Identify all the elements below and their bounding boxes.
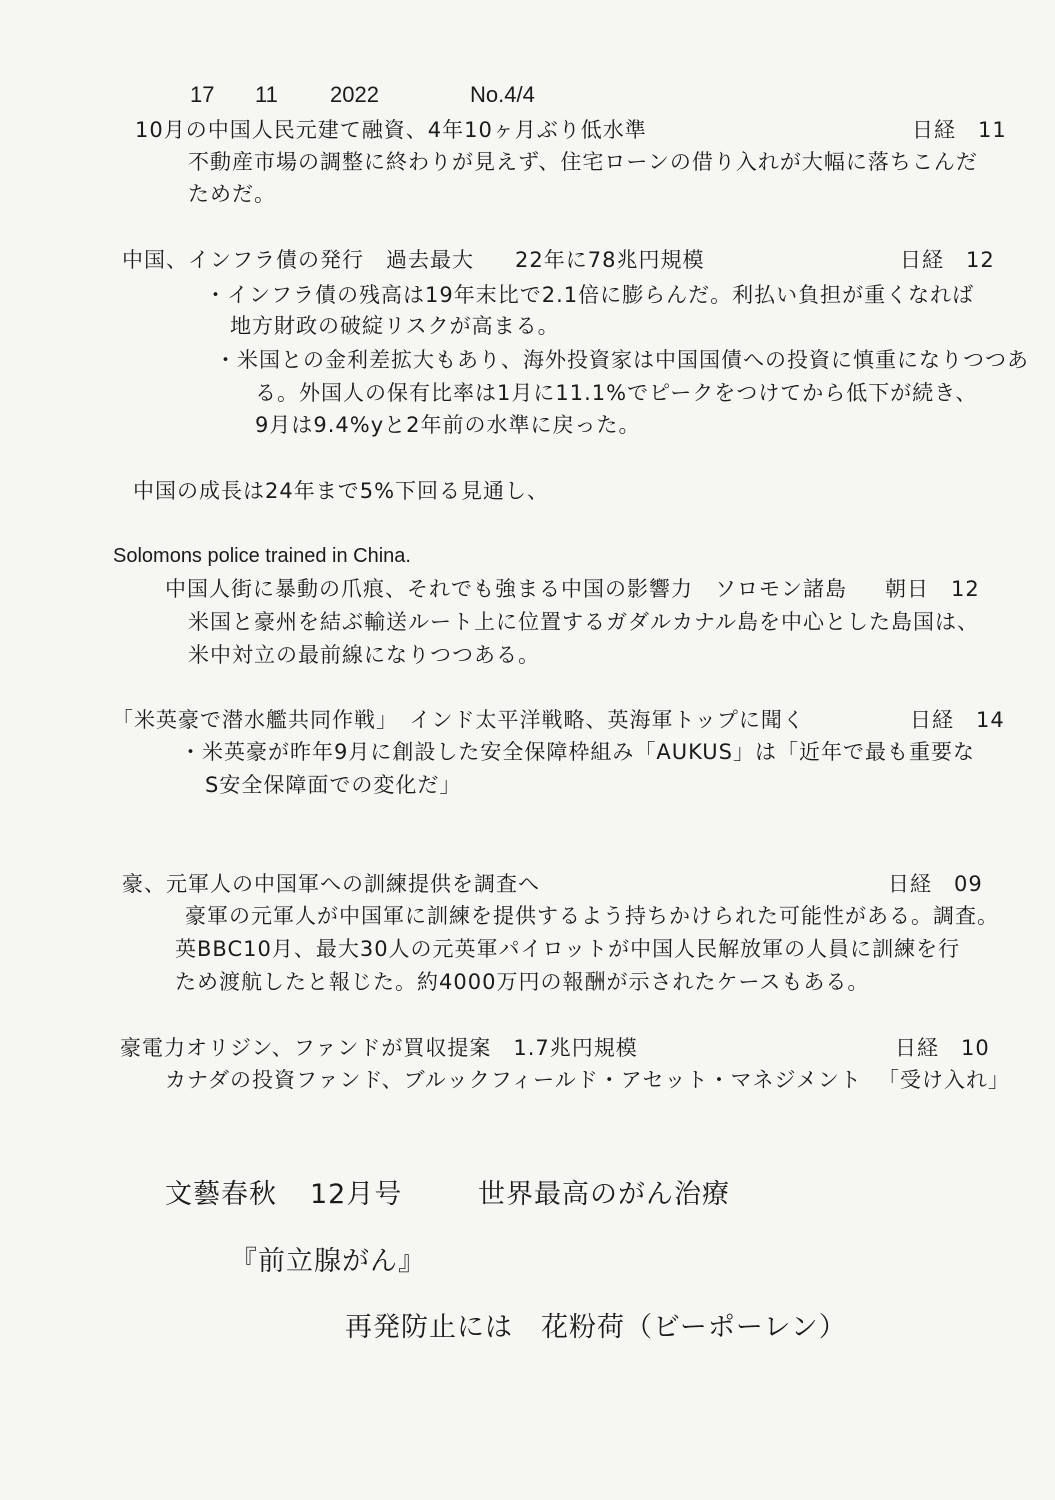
article-source: 日経 10 [895, 1036, 990, 1060]
feature-subject: 『前立腺がん』 [230, 1246, 426, 1277]
article-body-line: 英BBC10月、最大30人の元英軍パイロットが中国人民解放軍の人員に訓練を行 [175, 937, 961, 961]
article-body-line: 9月は9.4%yと2年前の水準に戻った。 [255, 413, 641, 437]
article-body-line: ため渡航したと報じた。約4000万円の報酬が示されたケースもある。 [175, 970, 870, 994]
article-headline: 「米英豪で潜水艦共同作戦」 インド太平洋戦略、英海軍トップに聞く [112, 708, 805, 732]
article-bullet-line: ・米英豪が昨年9月に創設した安全保障枠組み「AUKUS」は「近年で最も重要な [180, 740, 976, 764]
article-body-line: 豪軍の元軍人が中国軍に訓練を提供するよう持ちかけられた可能性がある。調査。 [185, 904, 999, 928]
article-headline: 中国の成長は24年まで5%下回る見通し、 [133, 479, 550, 503]
magazine-issue: 12月号 [310, 1179, 403, 1210]
article-body-line: 地方財政の破綻リスクが高まる。 [230, 314, 560, 338]
article-source: 日経 12 [900, 248, 995, 272]
article-note: 「受け入れ」 [878, 1068, 1010, 1092]
article-source: 日経 11 [912, 118, 1007, 142]
header-month: 11 [255, 82, 278, 107]
page-number: No.4/4 [470, 82, 535, 107]
header-year: 2022 [330, 82, 379, 107]
article-body-line: 米国と豪州を結ぶ輸送ルート上に位置するガダルカナル島を中心とした島国は、 [188, 610, 979, 634]
feature-title: 世界最高のがん治療 [478, 1179, 730, 1210]
article-body-line: S安全保障面での変化だ」 [205, 773, 462, 797]
article-body-line: カナダの投資ファンド、ブルックフィールド・アセット・マネジメント [165, 1068, 862, 1092]
article-body-line: る。外国人の保有比率は1月に11.1%でピークをつけてから低下が続き、 [255, 381, 978, 405]
article-source: 日経 09 [888, 872, 983, 896]
article-bullet-line: ・米国との金利差拡大もあり、海外投資家は中国国債への投資に慎重になりつつあ [215, 348, 1029, 372]
feature-remedy: 再発防止には 花粉荷（ビーポーレン） [345, 1312, 847, 1343]
article-headline: 豪電力オリジン、ファンドが買収提案 1.7兆円規模 [120, 1036, 638, 1060]
magazine-name: 文藝春秋 [165, 1179, 277, 1210]
article-source: 朝日 12 [885, 577, 980, 601]
article-subhead: 中国人街に暴動の爪痕、それでも強まる中国の影響力 ソロモン諸島 [165, 577, 847, 601]
article-headline: Solomons police trained in China. [113, 545, 411, 567]
article-body-line: 米中対立の最前線になりつつある。 [188, 643, 540, 667]
article-subhead: 22年に78兆円規模 [515, 248, 705, 272]
article-source: 日経 14 [910, 708, 1005, 732]
article-headline: 中国、インフラ債の発行 過去最大 [122, 248, 474, 272]
article-headline: 豪、元軍人の中国軍への訓練提供を調査へ [122, 872, 540, 896]
article-body-line: ためだ。 [188, 182, 276, 206]
article-headline: 10月の中国人民元建て融資、4年10ヶ月ぶり低水準 [135, 118, 647, 142]
article-body-line: 不動産市場の調整に終わりが見えず、住宅ローンの借り入れが大幅に落ちこんだ [188, 150, 978, 174]
header-day: 17 [190, 82, 215, 107]
article-bullet-line: ・インフラ債の残高は19年末比で2.1倍に膨らんだ。利払い負担が重くなれば [205, 283, 975, 307]
